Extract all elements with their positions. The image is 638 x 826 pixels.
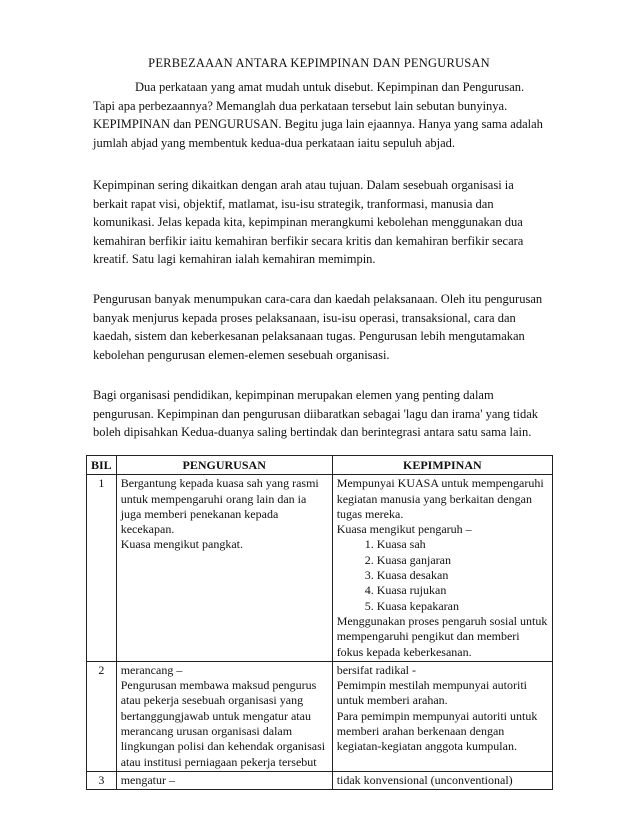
kuasa-list <box>337 537 548 613</box>
list-item: 2. Kuasa ganjaran <box>377 553 548 568</box>
row-number: 3 <box>87 771 117 789</box>
pengurusan-cell <box>116 661 332 771</box>
document-title: PERBEZAAAN ANTARA KEPIMPINAN DAN PENGURUSAN <box>148 56 490 70</box>
kepimpinan-text: Para pemimpin mempunyai autoriti untuk memberi arahan berkenaan dengan kegiatan-kegiatan anggota kumpulan. <box>336 708 538 754</box>
kepimpinan-text: bersifat radikal - <box>336 662 416 677</box>
header-bil: BIL <box>87 456 117 475</box>
kepimpinan-text: Pemimpin mestilah mempunyai autoriti untuk memberi arahan. <box>336 678 527 708</box>
kepimpinan-text: Kuasa mengikut pengaruh – <box>336 522 472 537</box>
comparison-table <box>86 455 553 790</box>
table-header-row <box>87 456 553 475</box>
kepimpinan-cell <box>332 475 552 662</box>
pengurusan-text: Kuasa mengikut pangkat. <box>120 537 243 552</box>
pengurusan-text: Bergantung kepada kuasa sah yang rasmi untuk mempengaruhi orang lain dan ia juga memberi penekanan kepada kecekapan. <box>120 476 319 537</box>
list-item: 3. Kuasa desakan <box>377 568 548 583</box>
list-item: 4. Kuasa rujukan <box>377 583 548 598</box>
pengurusan-cell: mengatur – <box>116 771 332 789</box>
paragraph-intro <box>93 78 549 152</box>
kepimpinan-cell: tidak konvensional (unconventional) <box>332 771 552 789</box>
paragraph-pengurusan: Pengurusan banyak menumpukan cara-cara dan kaedah pelaksanaan. Oleh itu pengurusan banyak menjurus kepada proses pelaksanaan, isu-isu operasi, transaksional, cara dan kaedah, sistem dan keberkesanan pelaksanaan tugas. Pengurusan lebih mengutamakan kebolehan pengurusan elemen-elemen sesebuah organisasi. <box>93 292 543 362</box>
table-row <box>87 771 553 789</box>
kepimpinan-text: Mempunyai KUASA untuk mempengaruhi kegiatan manusia yang berkaitan dengan tugas mereka. <box>336 476 544 521</box>
kepimpinan-cell <box>332 661 552 771</box>
list-item: 1. Kuasa sah <box>377 537 548 552</box>
table-row <box>87 475 553 662</box>
pengurusan-text: Pengurusan membawa maksud pengurus atau pekerja sesebuah organisasi yang bertanggungjawab untuk mengatur atau merancang urusan organisasi dalam lingkungan polisi dan kehendak organisasi atau institusi perniagaan pekerja tersebut <box>120 678 326 769</box>
pengurusan-text: merancang – <box>120 662 183 677</box>
paragraph-pendidikan: Bagi organisasi pendidikan, kepimpinan merupakan elemen yang penting dalam pengurusan. Kepimpinan dan pengurusan diibaratkan sebagai 'lagu dan irama' yang tidak boleh dipisahkan Kedua-duanya saling bertindak dan berintegrasi antara satu sama lain. <box>93 388 538 440</box>
header-kepimpinan: KEPIMPINAN <box>332 456 552 475</box>
row-number: 2 <box>87 661 117 771</box>
paragraph-kepimpinan: Kepimpinan sering dikaitkan dengan arah atau tujuan. Dalam sesebuah organisasi ia berkait rapat visi, objektif, matlamat, isu-isu strategik, tranformasi, manusia dan komunikasi. Jelas kepada kita, kepimpinan merangkumi kebolehan menggunakan dua kemahiran berfikir iaitu kemahiran berfikir secara kritis dan kemahiran berfikir secara kreatif. Satu lagi kemahiran ialah kemahiran memimpin. <box>93 178 524 267</box>
row-number: 1 <box>87 475 117 662</box>
paragraph-intro-text: Dua perkataan yang amat mudah untuk disebut. Kepimpinan dan Pengurusan. Tapi apa perbezaannya? Memanglah dua perkataan tersebut lain sebutan bunyinya. KEPIMPINAN dan PENGURUSAN. Begitu juga lain ejaannya. Hanya yang sama adalah jumlah abjad yang membentuk kedua-dua perkataan iaitu sepuluh abjad. <box>93 80 543 150</box>
list-item: 5. Kuasa kepakaran <box>377 599 548 614</box>
table-row <box>87 661 553 771</box>
kepimpinan-text: Menggunakan proses pengaruh sosial untuk mempengaruhi pengikut dan memberi fokus kepada keberkesanan. <box>336 613 548 659</box>
header-pengurusan: PENGURUSAN <box>116 456 332 475</box>
pengurusan-cell <box>116 475 332 662</box>
